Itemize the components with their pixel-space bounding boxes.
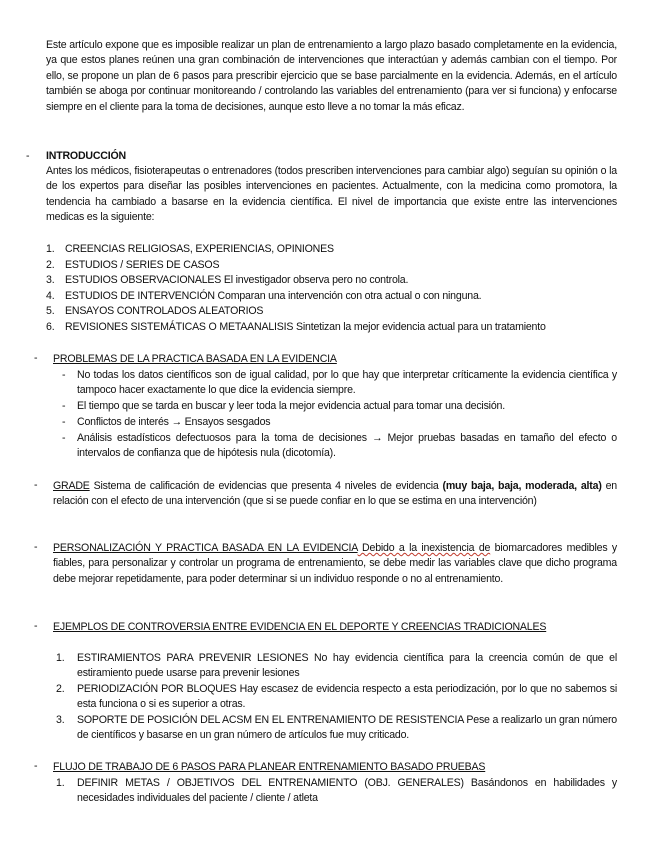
section-bullet: - bbox=[26, 150, 30, 162]
list-text: No todas los datos científicos son de igual calidad, por lo que hay que interpretar críticamente la evidencia científica y tampoco hacer exactamente lo que dice la evidencia siempre. bbox=[77, 369, 617, 397]
list-bullet: - bbox=[62, 416, 66, 428]
problemas-title: PROBLEMAS DE LA PRACTICA BASADA EN LA EVIDENCIA bbox=[53, 353, 337, 365]
section-bullet: - bbox=[34, 479, 38, 491]
list-number: 1. bbox=[56, 652, 65, 664]
personalizacion-paragraph bbox=[53, 541, 617, 587]
grade-title: GRADE bbox=[53, 480, 90, 492]
list-bullet: - bbox=[62, 369, 66, 381]
grade-text-end: en relación con el efecto de una intervención (que si se puede confiar en lo que se estima en una intervención) bbox=[53, 480, 617, 508]
intro-paragraph: Este artículo expone que es imposible realizar un plan de entrenamiento a largo plazo basado completamente en la evidencia, ya que estos planes reúnen una gran combinación de intervenciones que interactúan y además cambian con el tiempo. Por ello, se propone un plan de 6 pasos para prescribir ejercicio que se base parcialmente en la evidencia. Además, en el artículo también se aboga por continuar monitoreando / controlando las variables del entrenamiento (para ver si funciona) y enfocarse siempre en el cliente para la toma de decisiones, aunque esto lleve a no tomar la más eficaz. bbox=[46, 39, 617, 113]
list-number: 1. bbox=[46, 243, 55, 255]
list-text: SOPORTE DE POSICIÓN DEL ACSM EN EL ENTRENAMIENTO DE RESISTENCIA Pese a realizarlo un gran número de científicos y basarse en un gran número de artículos fue muy criticado. bbox=[77, 714, 617, 742]
section-bullet: - bbox=[34, 760, 38, 772]
personalizacion-text: biomarcadores medibles y fiables, para personalizar y controlar un programa de entrenamiento, se debe medir las variables clave que dicho programa debe mejorar repetidamente, para poder determinar si un individuo responde o no al entrenamiento. bbox=[53, 542, 617, 585]
list-number: 5. bbox=[46, 305, 55, 317]
introduccion-text: Antes los médicos, fisioterapeutas o entrenadores (todos prescriben intervenciones para cambiar algo) seguían su opinión o la de los expertos para diseñar las posibles intervenciones en pacientes. Actualmente, con la medicina como promotora, la tendencia ha cambiado a basarse en la evidencia científica. El nivel de importancia que existe entre las intervenciones medicas es la siguiente: bbox=[46, 165, 617, 224]
list-text: CREENCIAS RELIGIOSAS, EXPERIENCIAS, OPINIONES bbox=[65, 243, 334, 255]
grade-text: Sistema de calificación de evidencias que presenta 4 niveles de evidencia bbox=[89, 480, 443, 492]
section-bullet: - bbox=[34, 541, 38, 553]
list-number: 2. bbox=[46, 259, 55, 271]
list-text: ENSAYOS CONTROLADOS ALEATORIOS bbox=[65, 305, 264, 317]
personalizacion-flagged-text: Debido a la inexistencia de bbox=[357, 542, 491, 554]
grade-levels: (muy baja, baja, moderada, alta) bbox=[442, 480, 602, 492]
list-text: Conflictos de interés → Ensayos sesgados bbox=[77, 416, 271, 428]
section-bullet: - bbox=[34, 620, 38, 632]
list-number: 2. bbox=[56, 683, 65, 695]
list-number: 6. bbox=[46, 321, 55, 333]
list-text: DEFINIR METAS / OBJETIVOS DEL ENTRENAMIENTO (OBJ. GENERALES) Basándonos en habilidades y necesidades individuales del paciente / cliente / atleta bbox=[77, 777, 617, 805]
list-text: El tiempo que se tarda en buscar y leer toda la mejor evidencia actual para tomar una decisión. bbox=[77, 400, 505, 412]
list-text: ESTIRAMIENTOS PARA PREVENIR LESIONES No hay evidencia científica para la creencia común de que el estiramiento puede usarse para prevenir lesiones bbox=[77, 652, 617, 680]
list-number: 1. bbox=[56, 777, 65, 789]
list-text: ESTUDIOS / SERIES DE CASOS bbox=[65, 259, 220, 271]
list-number: 3. bbox=[56, 714, 65, 726]
list-bullet: - bbox=[62, 400, 66, 412]
list-text: PERIODIZACIÓN POR BLOQUES Hay escasez de evidencia respecto a esta periodización, por lo que no sabemos si esta funciona o si es superior a otras. bbox=[77, 683, 617, 711]
list-number: 3. bbox=[46, 274, 55, 286]
grade-paragraph bbox=[53, 479, 617, 510]
list-text: Análisis estadísticos defectuosos para la toma de decisiones → Mejor pruebas basadas en tamaño del efecto o intervalos de confianza que de hipótesis nula (dicotomía). bbox=[77, 432, 617, 460]
list-number: 4. bbox=[46, 290, 55, 302]
flujo-title: FLUJO DE TRABAJO DE 6 PASOS PARA PLANEAR ENTRENAMIENTO BASADO PRUEBAS bbox=[53, 761, 486, 773]
list-text: ESTUDIOS OBSERVACIONALES El investigador observa pero no controla. bbox=[65, 274, 409, 286]
personalizacion-title: PERSONALIZACIÓN Y PRACTICA BASADA EN LA EVIDENCIA bbox=[53, 542, 358, 554]
list-text: REVISIONES SISTEMÁTICAS O METAANALISIS Sintetizan la mejor evidencia actual para un tratamiento bbox=[65, 321, 546, 333]
section-bullet: - bbox=[34, 352, 38, 364]
introduccion-title: INTRODUCCIÓN bbox=[46, 150, 126, 162]
list-bullet: - bbox=[62, 432, 66, 444]
list-text: ESTUDIOS DE INTERVENCIÓN Comparan una intervención con otra actual o con ninguna. bbox=[65, 290, 482, 302]
ejemplos-title: EJEMPLOS DE CONTROVERSIA ENTRE EVIDENCIA EN EL DEPORTE Y CREENCIAS TRADICIONALES bbox=[53, 621, 547, 633]
